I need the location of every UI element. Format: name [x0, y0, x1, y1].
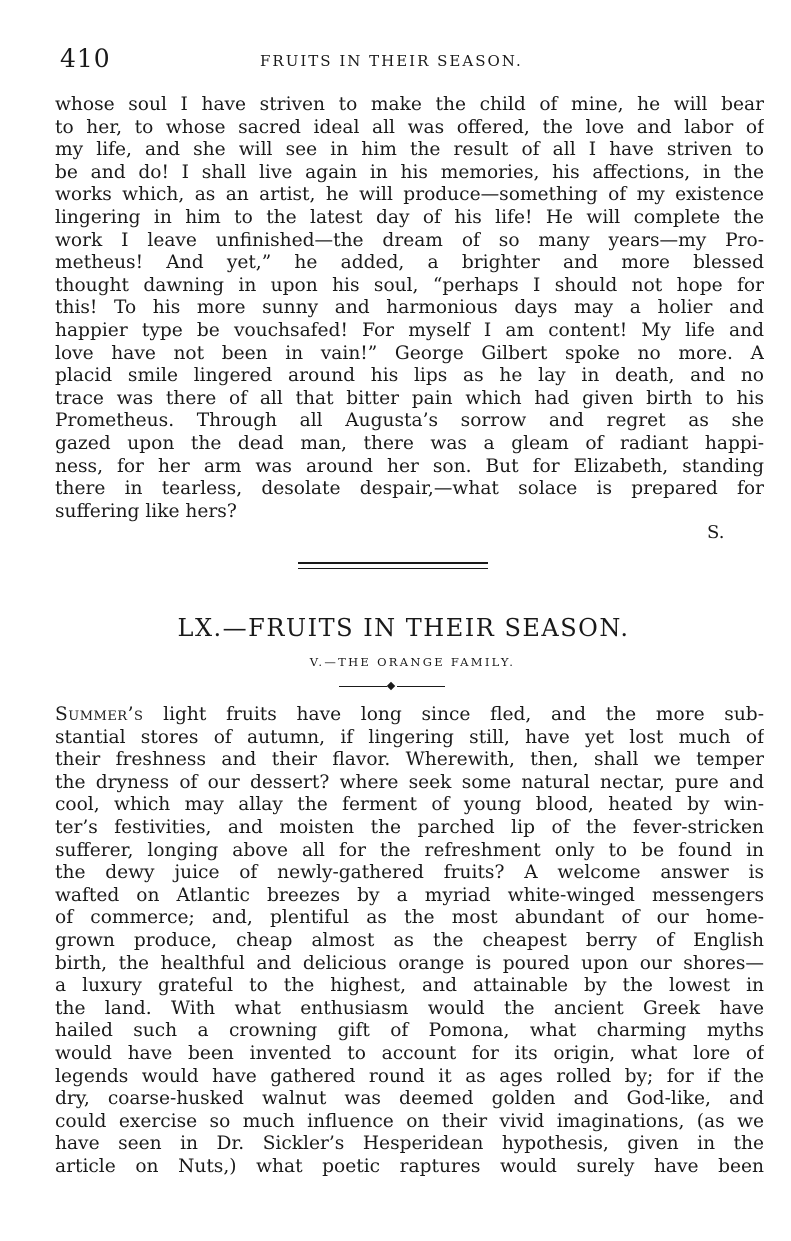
text-line: wafted on Atlantic breezes by a myriad white-winged messengers — [55, 884, 764, 906]
chapter-subheading — [0, 655, 791, 669]
text-line: work I leave unfinished—the dream of so many years—my Pro- — [55, 229, 764, 251]
text-line: there in tearless, desolate despair,—what solace is prepared for — [55, 478, 764, 500]
page-number: 410 — [60, 44, 111, 73]
text-line: could exercise so much influence on their vivid imaginations, (as we — [55, 1110, 764, 1132]
opening-line — [55, 704, 764, 727]
text-line: metheus! And yet,” he added, a brighter and more blessed — [55, 252, 764, 274]
text-line: works which, as an artist, he will produce—something of my existence — [55, 184, 764, 206]
section-divider — [298, 562, 488, 572]
text-line: my life, and she will see in him the result of all I have striven to — [55, 139, 764, 161]
text-line: placid smile lingered around his lips as he lay in death, and no — [55, 365, 764, 387]
text-line: stantial stores of autumn, if lingering still, have yet lost much of — [55, 726, 764, 748]
text-line: a luxury grateful to the highest, and attainable by the lowest in — [55, 975, 764, 997]
previous-article-text — [55, 94, 764, 523]
article-body-text — [55, 704, 764, 1178]
text-line: have seen in Dr. Sickler’s Hesperidean hypothesis, given in the — [55, 1133, 764, 1155]
text-line: hailed such a crowning gift of Pomona, what charming myths — [55, 1020, 764, 1042]
text-line: cool, which may allay the ferment of young blood, heated by win- — [55, 794, 764, 816]
text-line: whose soul I have striven to make the child of mine, he will bear — [55, 94, 764, 115]
text-line: be and do! I shall live again in his memories, his affections, in the — [55, 161, 764, 183]
diamond-ornament-icon — [387, 682, 395, 690]
text-line: their freshness and their flavor. Wherewith, then, shall we temper — [55, 749, 764, 771]
running-title: FRUITS IN THEIR SEASON. — [260, 52, 523, 70]
divider-line-top — [298, 562, 488, 564]
text-line: of commerce; and, plentiful as the most abundant of our home- — [55, 907, 764, 929]
text-line: thought dawning in upon his soul, “perhaps I should not hope for — [55, 274, 764, 296]
text-line: the land. With what enthusiasm would the ancient Greek have — [55, 997, 764, 1019]
text-line: lingering in him to the latest day of his life! He will complete the — [55, 206, 764, 228]
text-line: legends would have gathered round it as ages rolled by; for if the — [55, 1065, 764, 1087]
opening-word: Summer’s — [55, 704, 144, 725]
ornament-line-left — [339, 686, 387, 687]
chapter-heading — [0, 614, 791, 642]
chapter-subheading-text: V.—THE ORANGE FAMILY. — [309, 655, 516, 669]
chapter-heading-text: LX.—FRUITS IN THEIR SEASON. — [177, 614, 630, 642]
divider-line-bottom — [298, 568, 488, 569]
ornament-line-right — [397, 686, 445, 687]
text-line: would have been invented to account for its origin, what lore of — [55, 1042, 764, 1064]
text-line: article on Nuts,) what poetic raptures would surely have been — [55, 1155, 764, 1177]
text-line: ness, for her arm was around her son. But for Elizabeth, standing — [55, 455, 764, 477]
running-head — [60, 44, 760, 78]
text-line: to her, to whose sacred ideal all was offered, the love and labor of — [55, 116, 764, 138]
text-line: this! To his more sunny and harmonious days may a holier and — [55, 297, 764, 319]
opening-line-rest: light fruits have long since fled, and the more sub- — [143, 704, 764, 725]
text-line: love have not been in vain!” George Gilbert spoke no more. A — [55, 342, 764, 364]
text-line: gazed upon the dead man, there was a gleam of radiant happi- — [55, 432, 764, 454]
text-line: trace was there of all that bitter pain which had given birth to his — [55, 387, 764, 409]
text-line: suffering like hers? — [55, 500, 237, 522]
text-line: happier type be vouchsafed! For myself I am content! My life and — [55, 319, 764, 341]
ornamental-rule — [339, 683, 445, 691]
text-line: the dryness of our dessert? where seek some natural nectar, pure and — [55, 771, 764, 793]
text-line: grown produce, cheap almost as the cheapest berry of English — [55, 929, 764, 951]
text-line: sufferer, longing above all for the refreshment only to be found in — [55, 839, 764, 861]
text-line: dry, coarse-husked walnut was deemed golden and God-like, and — [55, 1088, 764, 1110]
text-line: ter’s festivities, and moisten the parched lip of the fever-stricken — [55, 816, 764, 838]
text-line: birth, the healthful and delicious orange is poured upon our shores— — [55, 952, 764, 974]
text-line: Prometheus. Through all Augusta’s sorrow and regret as she — [55, 410, 764, 432]
text-line: the dewy juice of newly-gathered fruits? A welcome answer is — [55, 862, 764, 884]
author-signature: S. — [707, 522, 725, 543]
